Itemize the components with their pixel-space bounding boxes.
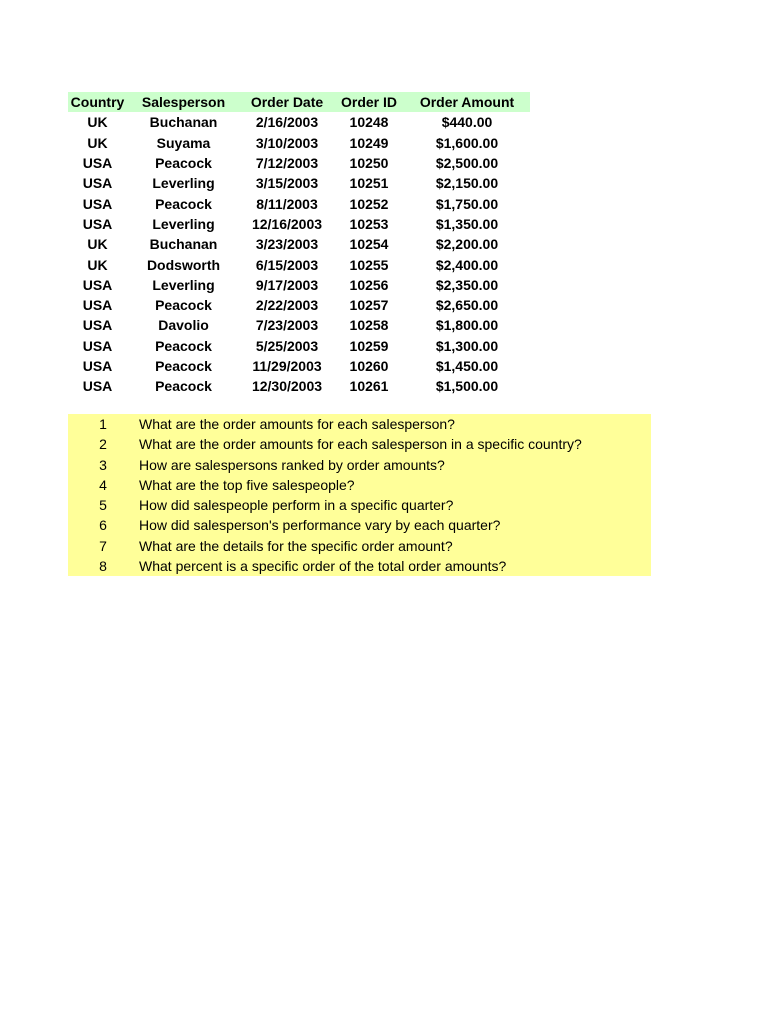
question-text[interactable]: How did salesperson's performance vary by each quarter? bbox=[139, 517, 501, 534]
cell-order-id[interactable]: 10257 bbox=[349, 297, 389, 314]
cell-country[interactable]: USA bbox=[82, 337, 113, 354]
cell-country[interactable]: USA bbox=[82, 358, 113, 374]
cell-country[interactable]: UK bbox=[87, 134, 108, 151]
question-number[interactable]: 3 bbox=[99, 456, 107, 473]
cell-order-amount[interactable]: $1,350.00 bbox=[435, 215, 499, 232]
question-number[interactable]: 5 bbox=[99, 497, 107, 514]
orders-body bbox=[68, 112, 530, 396]
cell-order-id[interactable]: 10255 bbox=[349, 256, 389, 273]
cell-order-amount[interactable]: $2,650.00 bbox=[435, 297, 499, 314]
table-row bbox=[68, 356, 530, 376]
cell-order-amount[interactable]: $2,350.00 bbox=[435, 276, 499, 293]
cell-salesperson[interactable]: Suyama bbox=[156, 134, 211, 151]
cell-order-date[interactable]: 7/12/2003 bbox=[255, 155, 319, 172]
question-number[interactable]: 4 bbox=[99, 476, 107, 493]
table-row bbox=[68, 133, 530, 153]
cell-salesperson[interactable]: Peacock bbox=[155, 337, 212, 354]
cell-order-date[interactable]: 12/16/2003 bbox=[251, 215, 323, 232]
table-row bbox=[68, 234, 530, 254]
cell-order-date[interactable]: 3/23/2003 bbox=[255, 236, 319, 253]
table-row bbox=[68, 376, 530, 396]
cell-salesperson[interactable]: Peacock bbox=[155, 378, 212, 395]
cell-country[interactable]: USA bbox=[82, 195, 113, 212]
table-row bbox=[68, 254, 530, 274]
question-number[interactable]: 1 bbox=[99, 416, 107, 432]
cell-order-amount[interactable]: $1,750.00 bbox=[435, 195, 499, 212]
table-row bbox=[68, 173, 530, 193]
table-row bbox=[68, 336, 530, 356]
cell-order-id[interactable]: 10261 bbox=[349, 378, 389, 395]
table-row bbox=[68, 315, 530, 335]
header-salesperson[interactable]: Salesperson bbox=[127, 92, 240, 112]
cell-salesperson[interactable]: Dodsworth bbox=[146, 256, 221, 273]
cell-country[interactable]: UK bbox=[87, 114, 108, 131]
cell-order-id[interactable]: 10259 bbox=[349, 337, 389, 354]
cell-order-id[interactable]: 10260 bbox=[349, 358, 389, 374]
list-item bbox=[68, 556, 651, 576]
cell-order-date[interactable]: 9/17/2003 bbox=[255, 276, 319, 293]
cell-order-amount[interactable]: $1,300.00 bbox=[435, 337, 499, 354]
orders-header-row bbox=[68, 92, 530, 112]
cell-order-amount[interactable]: $2,150.00 bbox=[435, 175, 499, 192]
cell-salesperson[interactable]: Peacock bbox=[155, 155, 212, 172]
cell-order-amount[interactable]: $2,400.00 bbox=[435, 256, 499, 273]
cell-order-date[interactable]: 3/15/2003 bbox=[255, 175, 319, 192]
list-item bbox=[68, 515, 651, 535]
header-order-amount[interactable]: Order Amount bbox=[404, 92, 530, 112]
list-item bbox=[68, 536, 651, 556]
cell-order-amount[interactable]: $1,450.00 bbox=[435, 358, 499, 374]
question-number[interactable]: 6 bbox=[99, 517, 107, 534]
question-number[interactable]: 2 bbox=[99, 436, 107, 453]
question-text[interactable]: What are the order amounts for each salesperson? bbox=[139, 416, 455, 432]
orders-sheet bbox=[68, 92, 530, 396]
cell-order-amount[interactable]: $1,800.00 bbox=[435, 317, 499, 334]
list-item bbox=[68, 434, 651, 454]
question-text[interactable]: How did salespeople perform in a specific quarter? bbox=[139, 497, 454, 514]
cell-country[interactable]: USA bbox=[82, 175, 113, 192]
cell-order-amount[interactable]: $2,500.00 bbox=[435, 155, 499, 172]
cell-country[interactable]: UK bbox=[87, 236, 108, 253]
cell-country[interactable]: USA bbox=[82, 276, 113, 293]
cell-order-id[interactable]: 10254 bbox=[349, 236, 389, 253]
cell-order-amount[interactable]: $1,600.00 bbox=[435, 134, 499, 151]
cell-country[interactable]: USA bbox=[82, 155, 113, 172]
cell-salesperson[interactable]: Davolio bbox=[158, 317, 209, 334]
cell-order-id[interactable]: 10250 bbox=[349, 155, 389, 172]
cell-order-date[interactable]: 6/15/2003 bbox=[255, 256, 319, 273]
cell-order-amount[interactable]: $1,500.00 bbox=[435, 378, 499, 395]
cell-order-date[interactable]: 2/22/2003 bbox=[255, 297, 319, 314]
cell-order-amount[interactable]: $440.00 bbox=[441, 114, 493, 131]
cell-country[interactable]: USA bbox=[82, 297, 113, 314]
cell-order-id[interactable]: 10258 bbox=[349, 317, 389, 334]
cell-salesperson[interactable]: Leverling bbox=[152, 175, 215, 192]
cell-salesperson[interactable]: Leverling bbox=[152, 276, 215, 293]
table-row bbox=[68, 193, 530, 213]
question-text[interactable]: What percent is a specific order of the total order amounts? bbox=[139, 558, 507, 575]
cell-country[interactable]: USA bbox=[82, 378, 113, 395]
cell-order-id[interactable]: 10249 bbox=[349, 134, 389, 151]
cell-salesperson[interactable]: Leverling bbox=[152, 215, 215, 232]
question-text[interactable]: What are the order amounts for each salesperson in a specific country? bbox=[139, 436, 582, 453]
header-order-id[interactable]: Order ID bbox=[334, 92, 404, 112]
cell-salesperson[interactable]: Peacock bbox=[155, 358, 212, 374]
list-item bbox=[68, 414, 651, 434]
question-number[interactable]: 7 bbox=[99, 537, 107, 554]
cell-order-date[interactable]: 5/25/2003 bbox=[255, 337, 319, 354]
cell-order-date[interactable]: 8/11/2003 bbox=[256, 195, 318, 212]
table-row bbox=[68, 112, 530, 132]
cell-salesperson[interactable]: Buchanan bbox=[149, 236, 218, 253]
cell-order-id[interactable]: 10251 bbox=[349, 175, 389, 192]
cell-country[interactable]: USA bbox=[82, 317, 113, 334]
cell-order-id[interactable]: 10253 bbox=[349, 215, 389, 232]
cell-country[interactable]: UK bbox=[87, 256, 108, 273]
table-row bbox=[68, 275, 530, 295]
cell-order-date[interactable]: 2/16/2003 bbox=[255, 114, 319, 131]
cell-salesperson[interactable]: Buchanan bbox=[149, 114, 218, 131]
list-item bbox=[68, 475, 651, 495]
questions-list bbox=[68, 414, 651, 576]
cell-country[interactable]: USA bbox=[82, 215, 113, 232]
table-row bbox=[68, 153, 530, 173]
cell-order-date[interactable]: 7/23/2003 bbox=[255, 317, 319, 334]
cell-salesperson[interactable]: Peacock bbox=[155, 195, 212, 212]
cell-order-date[interactable]: 11/29/2003 bbox=[252, 358, 322, 374]
list-item bbox=[68, 455, 651, 475]
header-order-date[interactable]: Order Date bbox=[240, 92, 334, 112]
list-item bbox=[68, 495, 651, 515]
question-text[interactable]: How are salespersons ranked by order amounts? bbox=[139, 456, 445, 473]
header-country[interactable]: Country bbox=[68, 92, 127, 112]
table-row bbox=[68, 214, 530, 234]
cell-order-date[interactable]: 3/10/2003 bbox=[255, 134, 319, 151]
cell-salesperson[interactable]: Peacock bbox=[155, 297, 212, 314]
cell-order-amount[interactable]: $2,200.00 bbox=[435, 236, 499, 253]
cell-order-id[interactable]: 10256 bbox=[349, 276, 389, 293]
question-text[interactable]: What are the details for the specific order amount? bbox=[139, 537, 453, 554]
question-text[interactable]: What are the top five salespeople? bbox=[139, 476, 355, 493]
cell-order-date[interactable]: 12/30/2003 bbox=[251, 378, 323, 395]
cell-order-id[interactable]: 10252 bbox=[349, 195, 389, 212]
cell-order-id[interactable]: 10248 bbox=[349, 114, 389, 131]
orders-table bbox=[68, 92, 530, 396]
question-number[interactable]: 8 bbox=[99, 558, 107, 575]
table-row bbox=[68, 295, 530, 315]
